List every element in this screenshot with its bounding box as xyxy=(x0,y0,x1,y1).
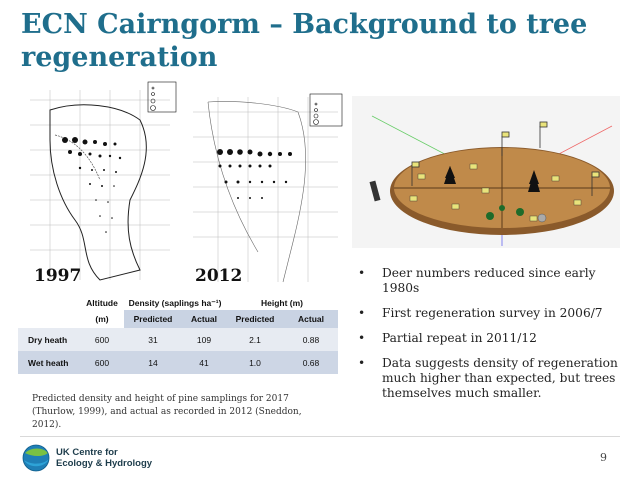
map-2012 xyxy=(188,92,346,290)
bullet-item: • Partial repeat in 2011/12 xyxy=(358,331,537,345)
sub-height-actual: Actual xyxy=(284,310,338,328)
map-1997-year-label: 1997 xyxy=(34,266,82,286)
footer-divider xyxy=(20,436,620,437)
col-altitude-unit: (m) xyxy=(95,314,109,324)
regeneration-table xyxy=(18,296,338,374)
slide-title: ECN Cairngorm – Background to tree regeneration xyxy=(21,9,588,73)
bullet-item: • First regeneration survey in 2006/7 xyxy=(358,306,603,320)
bullet-item: • Deer numbers reduced since early 1980s xyxy=(358,266,596,295)
sub-density-actual: Actual xyxy=(182,310,226,328)
plot-illustration xyxy=(352,96,620,248)
bullet-list xyxy=(356,266,626,411)
sub-height-predicted: Predicted xyxy=(226,310,284,328)
sub-density-predicted: Predicted xyxy=(124,310,182,328)
logo-text: UK Centre for Ecology & Hydrology xyxy=(56,447,153,469)
map-1997 xyxy=(20,80,180,290)
page-number: 9 xyxy=(600,451,607,464)
table-caption: Predicted density and height of pine samplings for 2017 (Thurlow, 1999), and actual as recorded in 2012 (Sneddon, 2012). xyxy=(32,394,302,430)
bullet-item: • Data suggests density of regeneration much higher than expected, but trees themselves much smaller. xyxy=(358,356,618,400)
table-row: Wet heath 600 14 41 1.0 0.68 xyxy=(18,351,338,374)
col-density: Density (saplings ha⁻¹) xyxy=(128,297,222,308)
map-2012-year-label: 2012 xyxy=(195,266,243,286)
col-altitude: Altitude xyxy=(86,298,118,308)
col-height: Height (m) xyxy=(260,298,304,308)
table-row: Dry heath 600 31 109 2.1 0.88 xyxy=(18,328,338,351)
globe-logo-icon xyxy=(21,443,53,473)
